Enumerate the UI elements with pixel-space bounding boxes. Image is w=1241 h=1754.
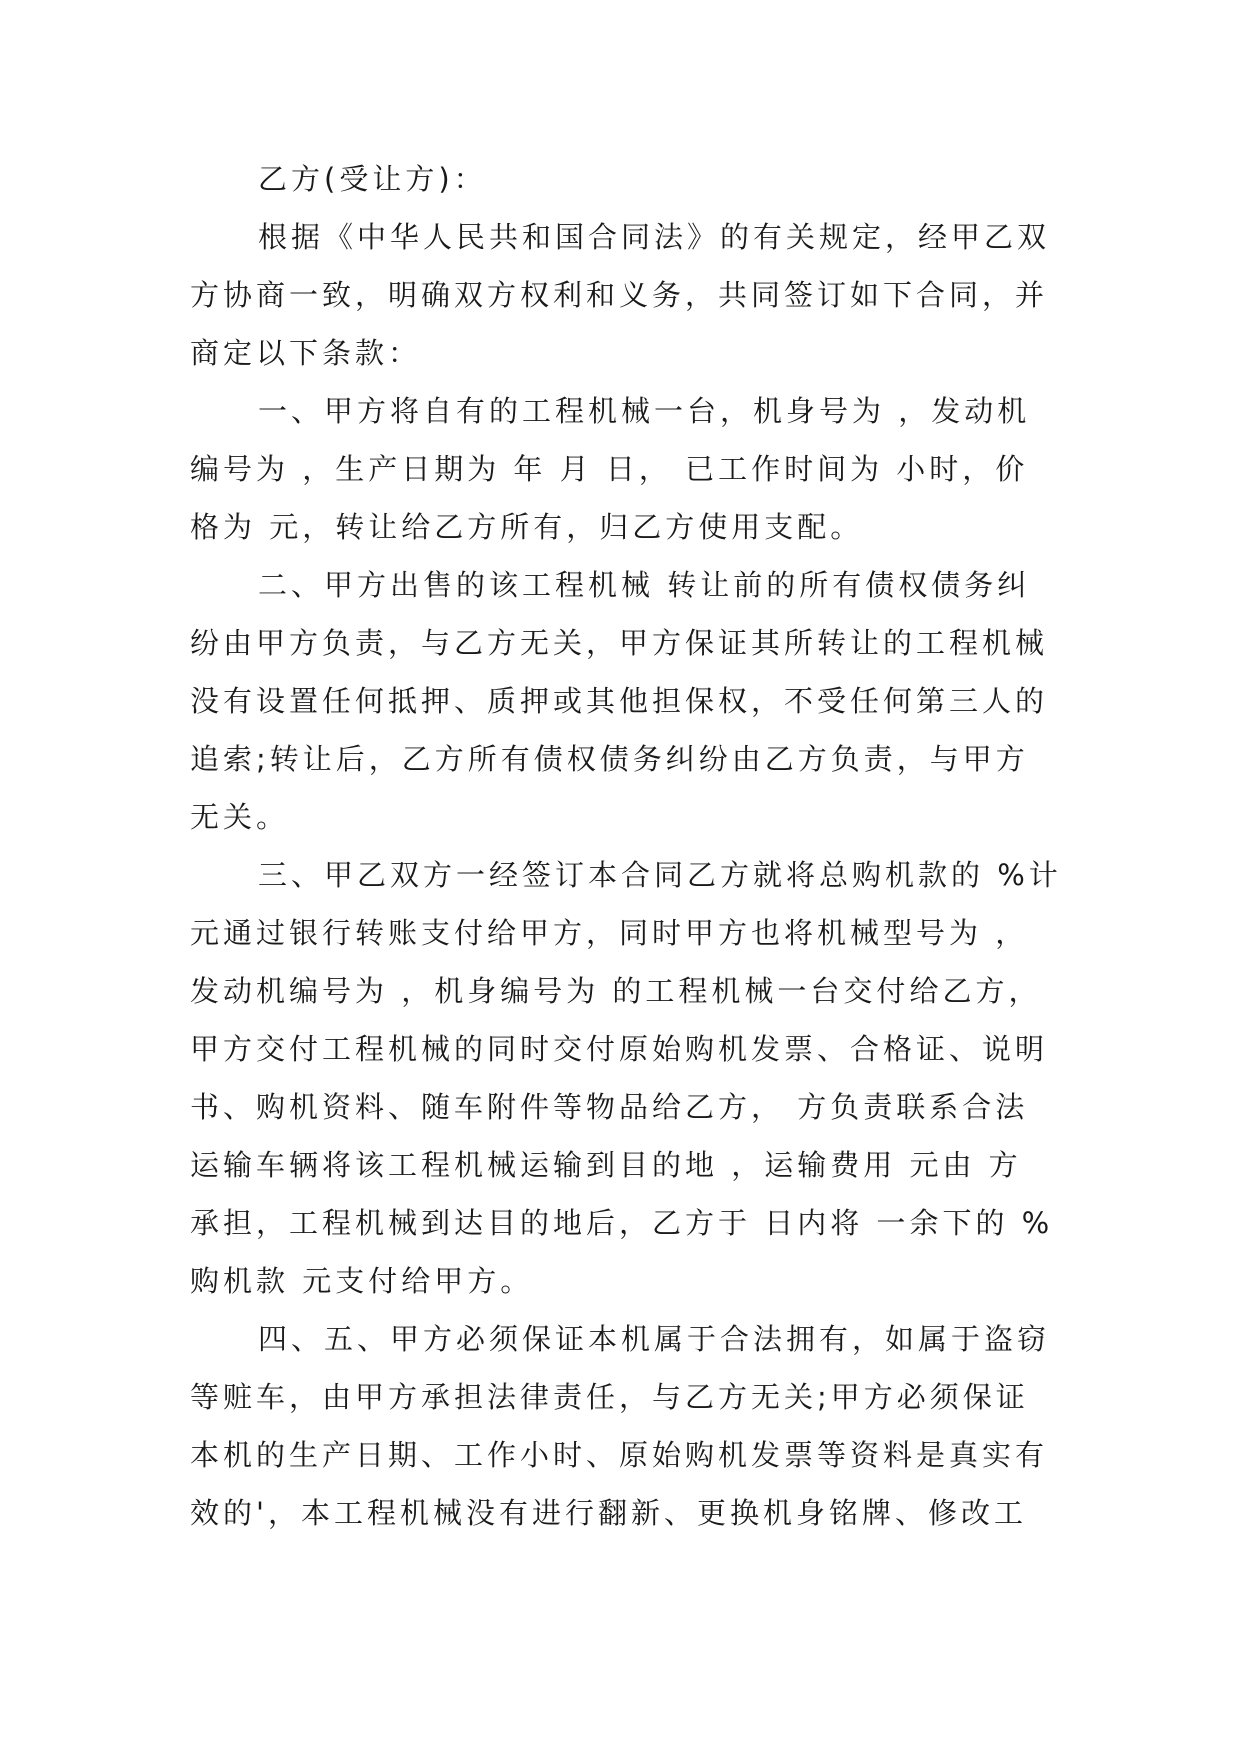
text-line: 追索;转让后，乙方所有债权债务纠纷由乙方负责，与甲方: [190, 742, 1029, 776]
text-line: 一、甲方将自有的工程机械一台，机身号为 ，发动机: [258, 394, 1031, 428]
text-line: 乙方(受让方)：: [258, 162, 487, 196]
text-line: 方协商一致，明确双方权利和义务，共同签订如下合同，并: [190, 278, 1049, 312]
text-line: 没有设置任何抵押、质押或其他担保权，不受任何第三人的: [190, 684, 1049, 718]
text-line: 纷由甲方负责，与乙方无关，甲方保证其所转让的工程机械: [190, 626, 1049, 660]
text-line: 承担，工程机械到达目的地后，乙方于 日内将 一余下的 %: [190, 1206, 1054, 1240]
text-line: 商定以下条款：: [190, 336, 422, 370]
text-line: 二、甲方出售的该工程机械 转让前的所有债权债务纠: [258, 568, 1031, 602]
text-line: 四、五、甲方必须保证本机属于合法拥有，如属于盗窃: [258, 1322, 1051, 1356]
text-line: 编号为 ，生产日期为 年 月 日， 已工作时间为 小时，价: [190, 452, 1029, 486]
text-line: 本机的生产日期、工作小时、原始购机发票等资料是真实有: [190, 1438, 1049, 1472]
text-line: 发动机编号为 ，机身编号为 的工程机械一台交付给乙方，: [190, 974, 1042, 1008]
contract-page: [190, 150, 1070, 1542]
text-line: 根据《中华人民共和国合同法》的有关规定，经甲乙双: [258, 220, 1051, 254]
text-line: 元通过银行转账支付给甲方，同时甲方也将机械型号为 ，: [190, 916, 1029, 950]
text-line: 甲方交付工程机械的同时交付原始购机发票、合格证、说明: [190, 1032, 1049, 1066]
text-line: 效的'，本工程机械没有进行翻新、更换机身铭牌、修改工: [190, 1496, 1027, 1530]
text-line: 无关。: [190, 800, 290, 834]
text-line: 格为 元，转让给乙方所有，归乙方使用支配。: [190, 510, 864, 544]
text-line: 三、甲乙双方一经签订本合同乙方就将总购机款的 %计: [258, 858, 1062, 892]
text-line: 运输车辆将该工程机械运输到目的地 ，运输费用 元由 方: [190, 1148, 1022, 1182]
text-line: 购机款 元支付给甲方。: [190, 1264, 534, 1298]
text-line: 书、购机资料、随车附件等物品给乙方， 方负责联系合法: [190, 1090, 1029, 1124]
text-line: 等赃车，由甲方承担法律责任，与乙方无关;甲方必须保证: [190, 1380, 1029, 1414]
